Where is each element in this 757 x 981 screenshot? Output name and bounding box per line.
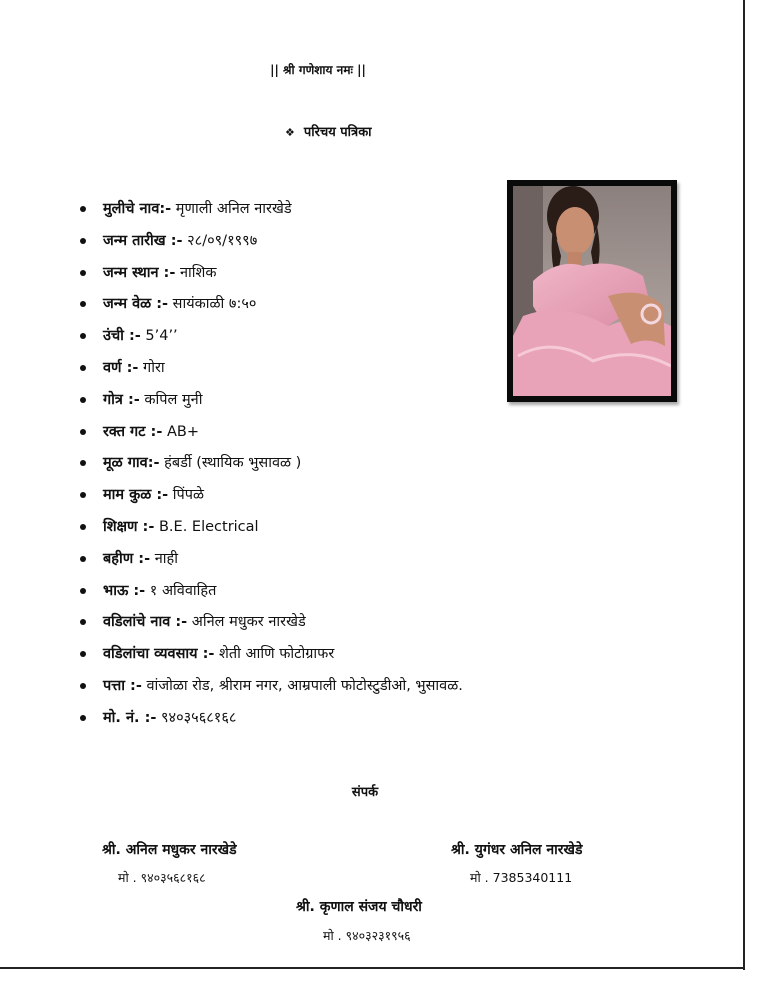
biodata-item-birthplace [76,260,463,292]
bullet-icon [80,365,86,371]
biodata-item-sister [76,546,463,578]
bullet-icon [80,270,86,276]
contact-heading: संपर्क [351,785,379,800]
bullet-icon [80,651,86,657]
item-label: जन्म स्थान :- [103,264,176,281]
bullet-icon [80,588,86,594]
page-border-right [743,0,745,970]
document-title [285,122,372,140]
bullet-icon [80,238,86,244]
biodata-item-education [76,514,463,546]
biodata-item-blood-group [76,419,463,451]
biodata-list [76,196,463,737]
contact-phone-1: मो . ९४०३५६८१६८ [118,870,206,885]
bullet-icon [80,429,86,435]
contact-name-2: श्री. युगंधर अनिल नारखेडे [451,842,583,858]
biodata-item-birthdate [76,228,463,260]
item-value: नाही [150,550,178,567]
item-label: पत्ता :- [103,677,142,694]
item-label: बहीण :- [103,550,151,567]
item-label: रक्त गट :- [103,423,163,440]
page-border-bottom [0,967,745,969]
item-value: कपिल मुनी [139,391,203,408]
biodata-item-native-place [76,450,463,482]
item-value: गोरा [138,359,165,376]
biodata-item-brother [76,578,463,610]
item-label: भाऊ :- [103,582,146,599]
biodata-item-father-occupation [76,641,463,673]
item-label: मूळ गाव:- [103,455,160,472]
item-value: पिंपळे [168,487,205,504]
profile-photo [507,180,677,402]
invocation-heading: || श्री गणेशाय नमः || [270,63,366,77]
biodata-item-complexion [76,355,463,387]
item-value: अनिल मधुकर नारखेडे [187,614,306,631]
bullet-icon [80,715,86,721]
item-value: नाशिक [175,264,217,281]
contact-phone-2: मो . 7385340111 [470,870,573,885]
biodata-item-father-name [76,609,463,641]
item-label: मुलीचे नाव:- [103,201,172,217]
photo-neck [568,252,582,266]
item-label: जन्म तारीख :- [103,232,183,249]
bullet-icon [80,397,86,403]
biodata-item-height [76,323,463,355]
item-value: 5’4’’ [140,328,178,345]
contact-name-3: श्री. कृणाल संजय चौधरी [296,899,422,915]
item-value: मृणाली अनिल नारखेडे [171,201,292,217]
item-value: B.E. Electrical [154,518,259,535]
item-label: वडिलांचे नाव :- [103,614,188,631]
item-value: AB+ [162,423,199,440]
bullet-icon [80,524,86,530]
biodata-item-address [76,673,463,705]
item-value: १ अविवाहित [145,582,217,599]
biodata-item-maternal-clan [76,482,463,514]
photo-face [556,207,594,255]
item-value: २८/०९/१९९७ [182,232,258,249]
item-label: गोत्र :- [103,391,140,408]
bullet-icon [80,556,86,562]
document-title-text: परिचय पत्रिका [303,125,372,140]
item-value: हंबर्डी (स्थायिक भुसावळ ) [159,455,302,472]
item-label: जन्म वेळ :- [103,296,169,313]
item-label: शिक्षण :- [103,518,155,535]
item-value: ९४०३५६८१६८ [156,709,237,726]
biodata-item-birthtime [76,291,463,323]
item-label: वडिलांचा व्यवसाय :- [103,646,215,663]
contact-name-1: श्री. अनिल मधुकर नारखेडे [102,842,237,858]
item-value: शेती आणि फोटोग्राफर [214,646,335,663]
bullet-icon [80,301,86,307]
biodata-item-gotra [76,387,463,419]
profile-photo-illustration [513,186,671,396]
item-value: वांजोळा रोड, श्रीराम नगर, आम्रपाली फोटोस्टुडीओ, भुसावळ. [141,677,463,694]
bullet-icon [80,206,86,212]
item-label: मो. नं. :- [103,709,157,726]
diamond-bullet-icon: ❖ [285,126,295,139]
item-label: माम कुळ :- [103,487,169,504]
bullet-icon [80,492,86,498]
biodata-item-mobile [76,705,463,737]
item-label: उंची :- [103,328,141,345]
biodata-item-name [76,196,463,228]
bullet-icon [80,683,86,689]
bullet-icon [80,619,86,625]
bullet-icon [80,460,86,466]
item-label: वर्ण :- [103,359,139,376]
contact-phone-3: मो . ९४०३२३१९५६ [323,928,411,943]
bullet-icon [80,333,86,339]
item-value: सायंकाळी ७:५० [168,296,257,313]
